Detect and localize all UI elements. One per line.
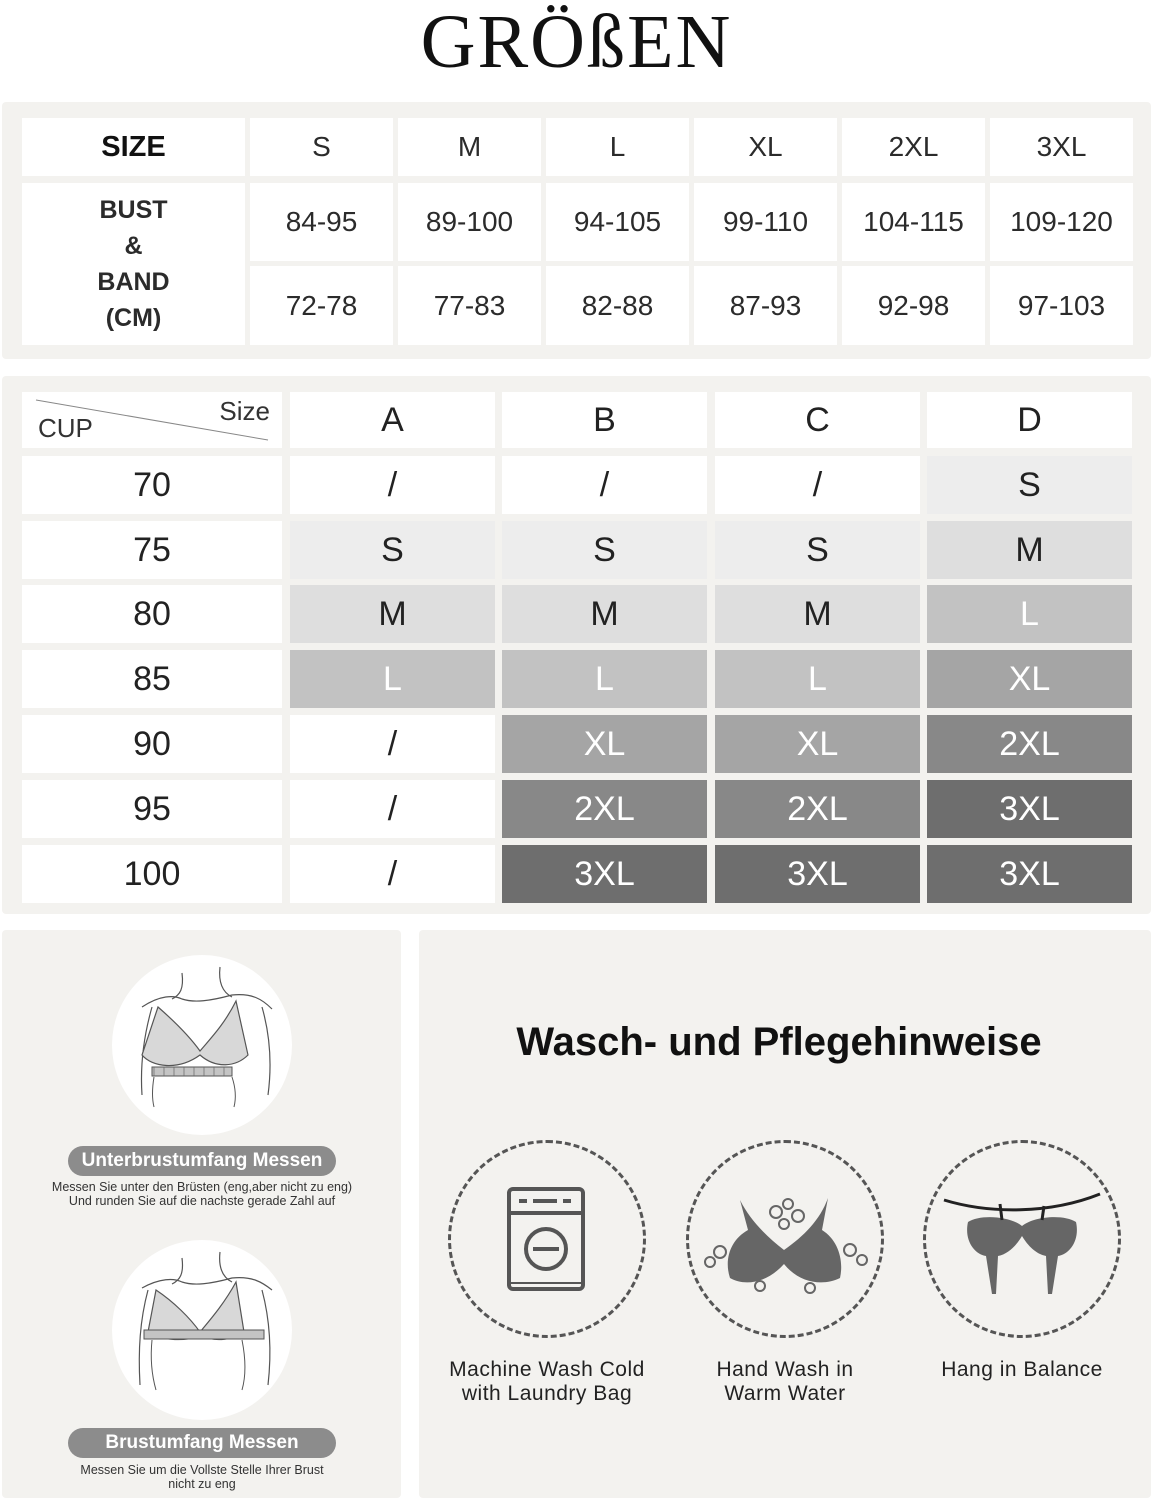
- band-size-cell: 80: [22, 585, 282, 643]
- bust-cell: 84-95: [250, 183, 393, 261]
- corner-cup-label: CUP: [38, 413, 93, 443]
- care-title: Wasch- und Pflegehinweise: [516, 1020, 1042, 1064]
- size-header-label: SIZE: [22, 118, 245, 176]
- care-label-1: [430, 1358, 664, 1406]
- cup-size-cell: 2XL: [715, 780, 920, 838]
- cup-size-cell: L: [927, 585, 1132, 643]
- size-header-cell: M: [398, 118, 541, 176]
- care-label-2-line-1: Hand Wash in: [716, 1358, 854, 1381]
- care-label-2: [668, 1358, 902, 1406]
- cup-size-cell: /: [290, 715, 495, 773]
- cup-size-cell: S: [502, 521, 707, 579]
- band-size-cell: 90: [22, 715, 282, 773]
- band-size-cell: 85: [22, 650, 282, 708]
- band-cell: 77-83: [398, 266, 541, 345]
- cup-size-cell: M: [715, 585, 920, 643]
- bust-cell: 89-100: [398, 183, 541, 261]
- hand-wash-bra-icon: [700, 1190, 880, 1300]
- underbust-note-line-1: Messen Sie unter den Brüsten (eng,aber nicht zu eng): [51, 1180, 353, 1194]
- underbust-illustration: [112, 955, 292, 1135]
- underbust-note-line-2: Und runden Sie auf die nachste gerade Zahl auf: [68, 1194, 336, 1208]
- bust-note-line-1: Messen Sie um die Vollste Stelle Ihrer Brust: [80, 1463, 324, 1477]
- bust-illustration: [112, 1240, 292, 1420]
- care-label-2-line-2: Warm Water: [724, 1382, 846, 1405]
- bust-cell: 94-105: [546, 183, 689, 261]
- cup-size-cell: XL: [927, 650, 1132, 708]
- corner-size-label: Size: [219, 396, 270, 426]
- cup-size-cell: /: [502, 456, 707, 514]
- cup-header-cell: A: [290, 392, 495, 448]
- cup-size-cell: /: [290, 845, 495, 903]
- cup-table-corner: [22, 392, 282, 448]
- size-header-cell: L: [546, 118, 689, 176]
- size-header-cell: S: [250, 118, 393, 176]
- cup-size-cell: /: [290, 780, 495, 838]
- page-title: GRÖßEN: [420, 0, 733, 84]
- size-header-cell: 2XL: [842, 118, 985, 176]
- bust-cell: 109-120: [990, 183, 1133, 261]
- size-header-cell: XL: [694, 118, 837, 176]
- cup-header-cell: C: [715, 392, 920, 448]
- cup-size-cell: M: [502, 585, 707, 643]
- bust-note-line-2: nicht zu eng: [168, 1477, 236, 1491]
- cup-size-cell: XL: [502, 715, 707, 773]
- bust-note: [12, 1463, 392, 1491]
- cup-size-cell: S: [715, 521, 920, 579]
- cup-size-cell: /: [715, 456, 920, 514]
- cup-size-cell: L: [715, 650, 920, 708]
- hang-dry-bra-icon: [940, 1190, 1105, 1300]
- bust-band-label-line: &: [124, 232, 143, 260]
- band-cell: 87-93: [694, 266, 837, 345]
- bust-cell: 104-115: [842, 183, 985, 261]
- underbust-note: [12, 1180, 392, 1208]
- cup-header-cell: D: [927, 392, 1132, 448]
- band-cell: 97-103: [990, 266, 1133, 345]
- care-label-3-line-1: Hang in Balance: [941, 1358, 1103, 1381]
- band-cell: 92-98: [842, 266, 985, 345]
- bust-band-label-line: (CM): [105, 304, 162, 332]
- size-header-cell: 3XL: [990, 118, 1133, 176]
- cup-size-cell: M: [290, 585, 495, 643]
- bust-band-label-line: BAND: [97, 268, 170, 296]
- cup-size-cell: S: [290, 521, 495, 579]
- bust-band-label-line: BUST: [99, 196, 168, 224]
- bust-label: Brustumfang Messen: [68, 1428, 336, 1458]
- cup-size-cell: /: [290, 456, 495, 514]
- care-label-1-line-2: with Laundry Bag: [461, 1382, 633, 1405]
- cup-size-cell: 2XL: [927, 715, 1132, 773]
- cup-size-cell: 2XL: [502, 780, 707, 838]
- cup-size-cell: L: [502, 650, 707, 708]
- cup-size-cell: M: [927, 521, 1132, 579]
- cup-header-cell: B: [502, 392, 707, 448]
- band-cell: 82-88: [546, 266, 689, 345]
- cup-size-cell: 3XL: [927, 780, 1132, 838]
- band-size-cell: 75: [22, 521, 282, 579]
- band-size-cell: 70: [22, 456, 282, 514]
- cup-size-cell: 3XL: [502, 845, 707, 903]
- band-size-cell: 95: [22, 780, 282, 838]
- care-label-1-line-1: Machine Wash Cold: [449, 1358, 645, 1381]
- cup-size-cell: 3XL: [927, 845, 1132, 903]
- underbust-label: Unterbrustumfang Messen: [68, 1146, 336, 1176]
- cup-size-cell: S: [927, 456, 1132, 514]
- care-label-3: [905, 1358, 1139, 1382]
- cup-size-cell: L: [290, 650, 495, 708]
- bust-band-label: [22, 183, 245, 345]
- band-size-cell: 100: [22, 845, 282, 903]
- cup-size-cell: 3XL: [715, 845, 920, 903]
- cup-size-cell: XL: [715, 715, 920, 773]
- washing-machine-icon: [505, 1185, 587, 1295]
- band-cell: 72-78: [250, 266, 393, 345]
- bust-cell: 99-110: [694, 183, 837, 261]
